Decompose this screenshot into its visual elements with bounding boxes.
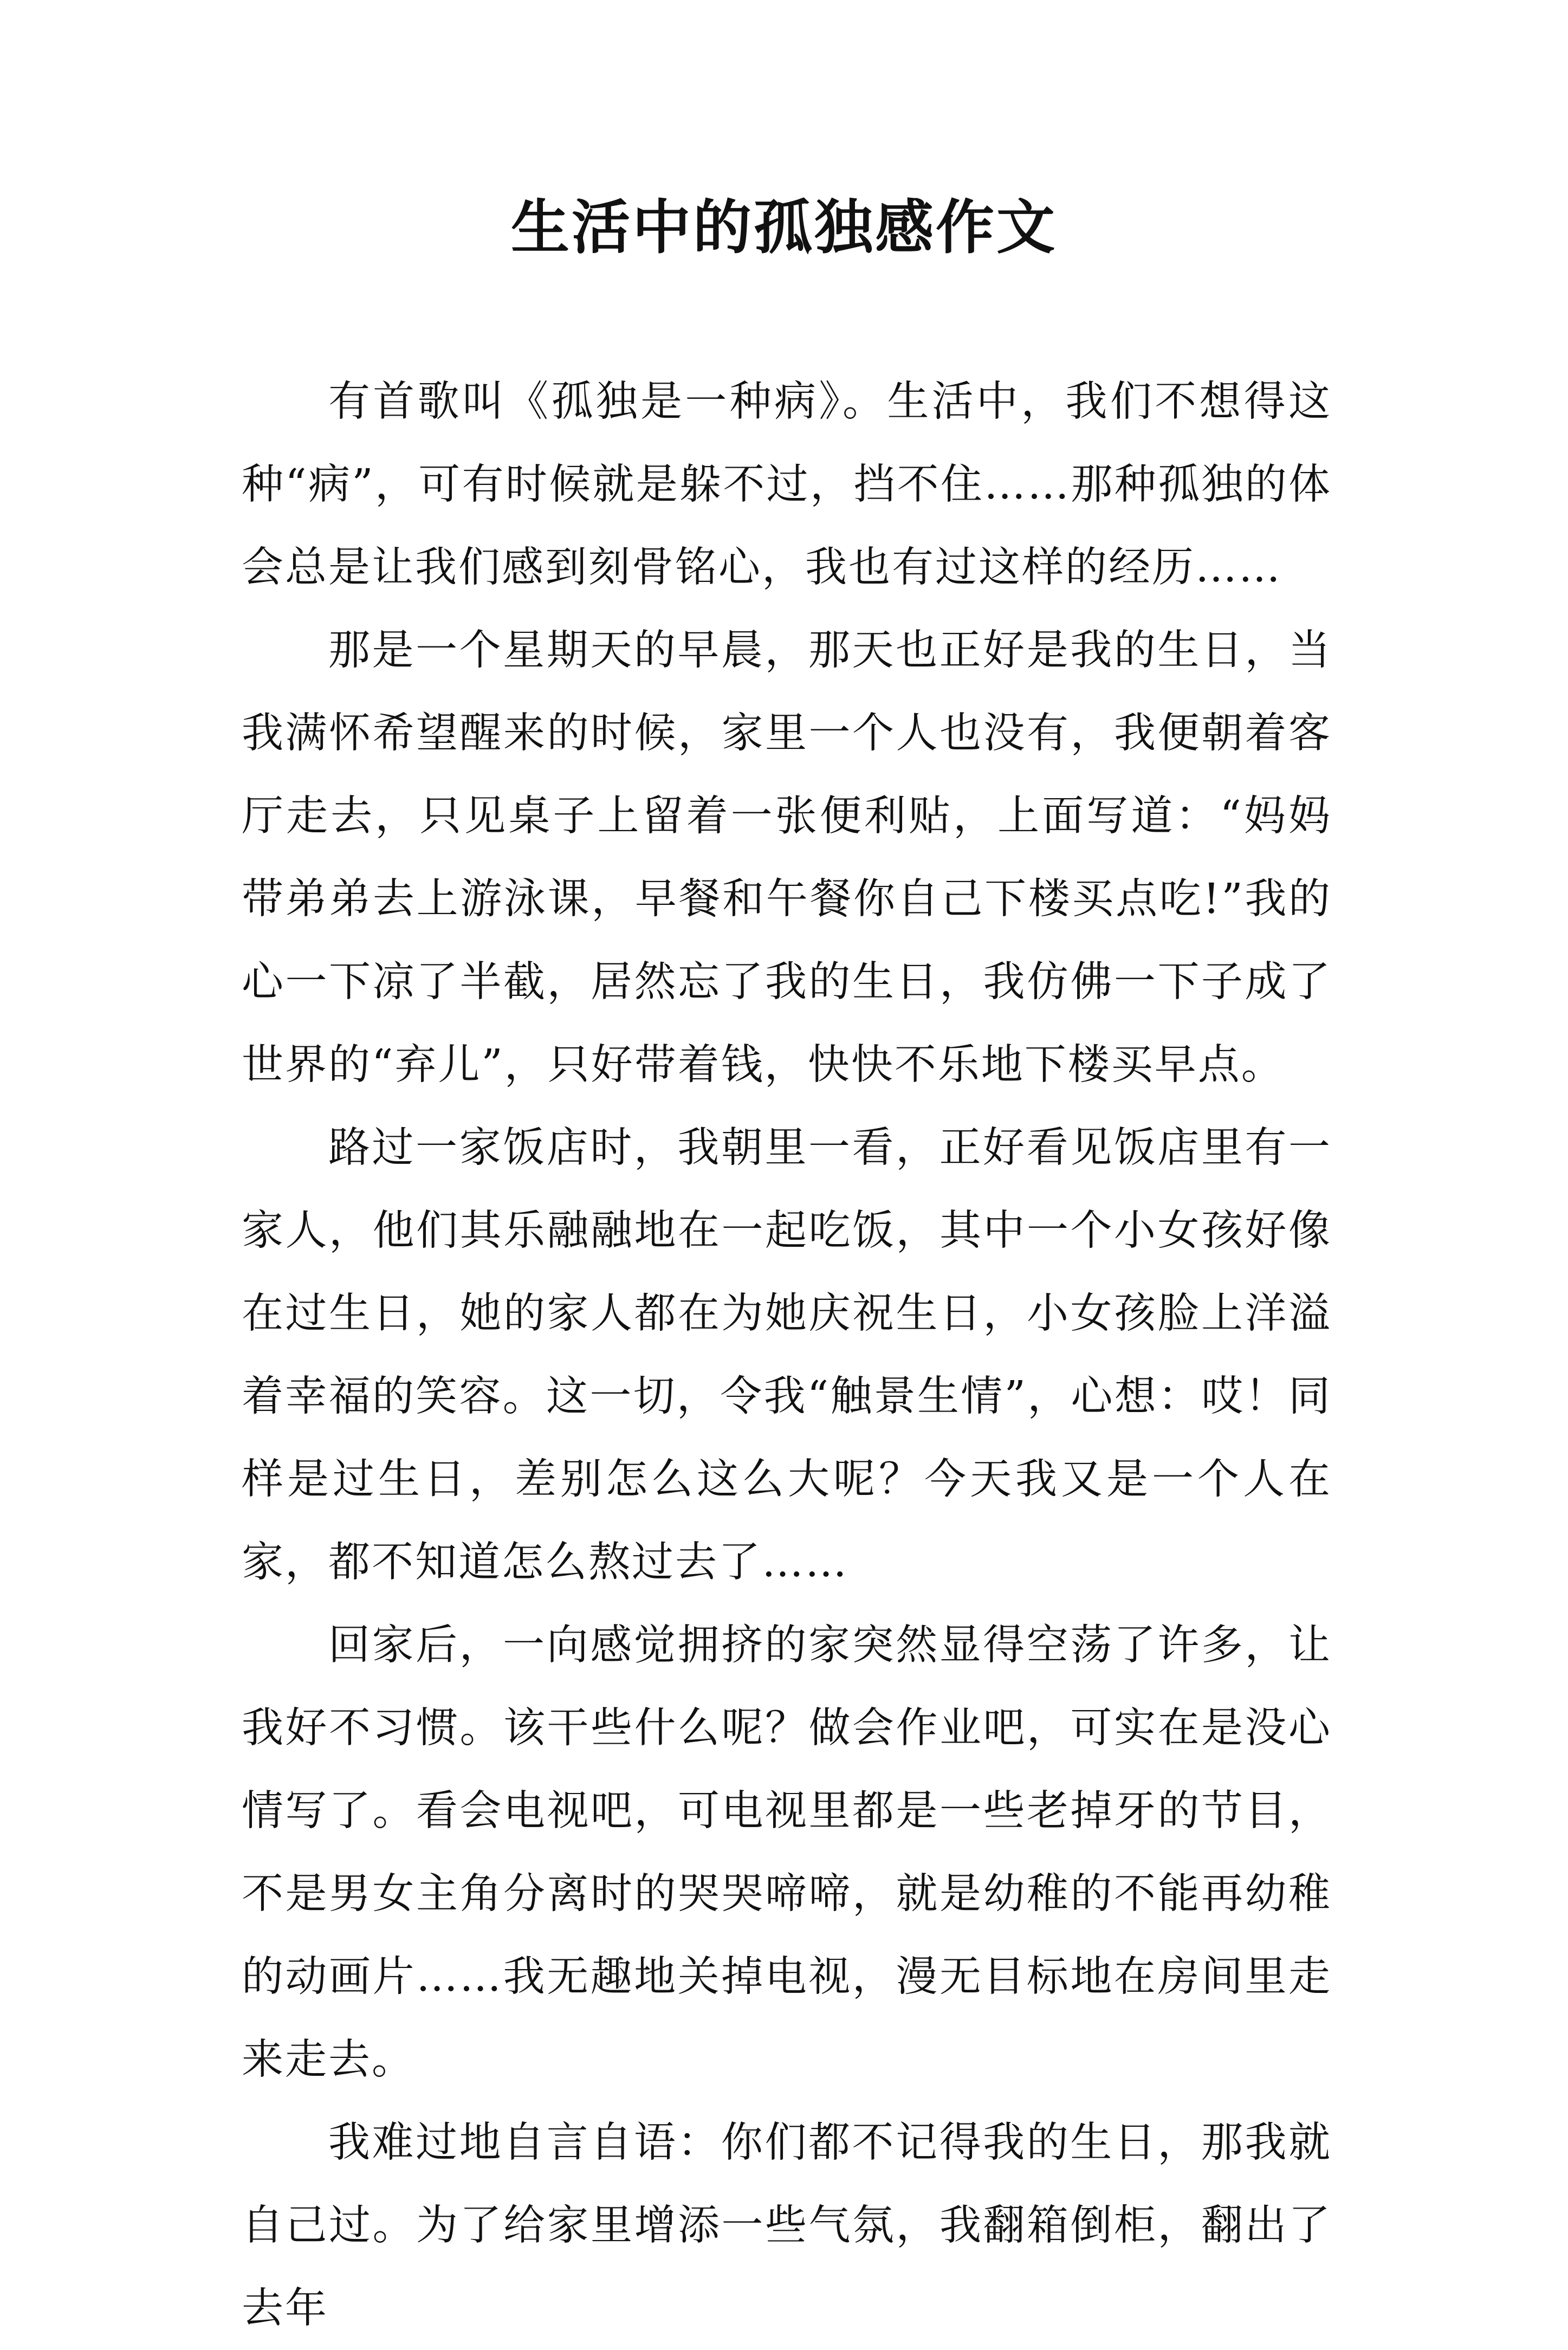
paragraph-3: 路过一家饭店时，我朝里一看，正好看见饭店里有一家人，他们其乐融融地在一起吃饭，其中一个小女孩好像在过生日，她的家人都在为她庆祝生日，小女孩脸上洋溢着幸福的笑容。这一切，令我“触景生情”，心想：哎！同样是过生日，差别怎么这么大呢？今天我又是一个人在家，都不知道怎么熬过去了……	[242, 1124, 1332, 1587]
paragraph-2: 那是一个星期天的早晨，那天也正好是我的生日，当我满怀希望醒来的时候，家里一个人也没有，我便朝着客厅走去，只见桌子上留着一张便利贴，上面写道：“妈妈带弟弟去上游泳课，早餐和午餐你自己下楼买点吃!”我的心一下凉了半截，居然忘了我的生日，我仿佛一下子成了世界的“弃儿”，只好带着钱，快快不乐地下楼买早点。	[242, 626, 1332, 1089]
paragraph-5: 我难过地自言自语：你们都不记得我的生日，那我就自己过。为了给家里增添一些气氛，我翻箱倒柜，翻出了去年	[242, 2119, 1332, 2333]
paragraph-4: 回家后，一向感觉拥挤的家突然显得空荡了许多，让我好不习惯。该干些什么呢？做会作业吧，可实在是没心情写了。看会电视吧，可电视里都是一些老掉牙的节目，不是男女主角分离时的哭哭啼啼，就是幼稚的不能再幼稚的动画片……我无趣地关掉电视，漫无目标地在房间里走来走去。	[242, 1621, 1332, 2084]
paragraph-1: 有首歌叫《孤独是一种病》。生活中，我们不想得这种“病”，可有时候就是躲不过，挡不住……那种孤独的体会总是让我们感到刻骨铭心，我也有过这样的经历……	[242, 378, 1332, 592]
document-body	[242, 360, 1332, 2350]
document-title: 生活中的孤独感作文	[510, 193, 1057, 262]
